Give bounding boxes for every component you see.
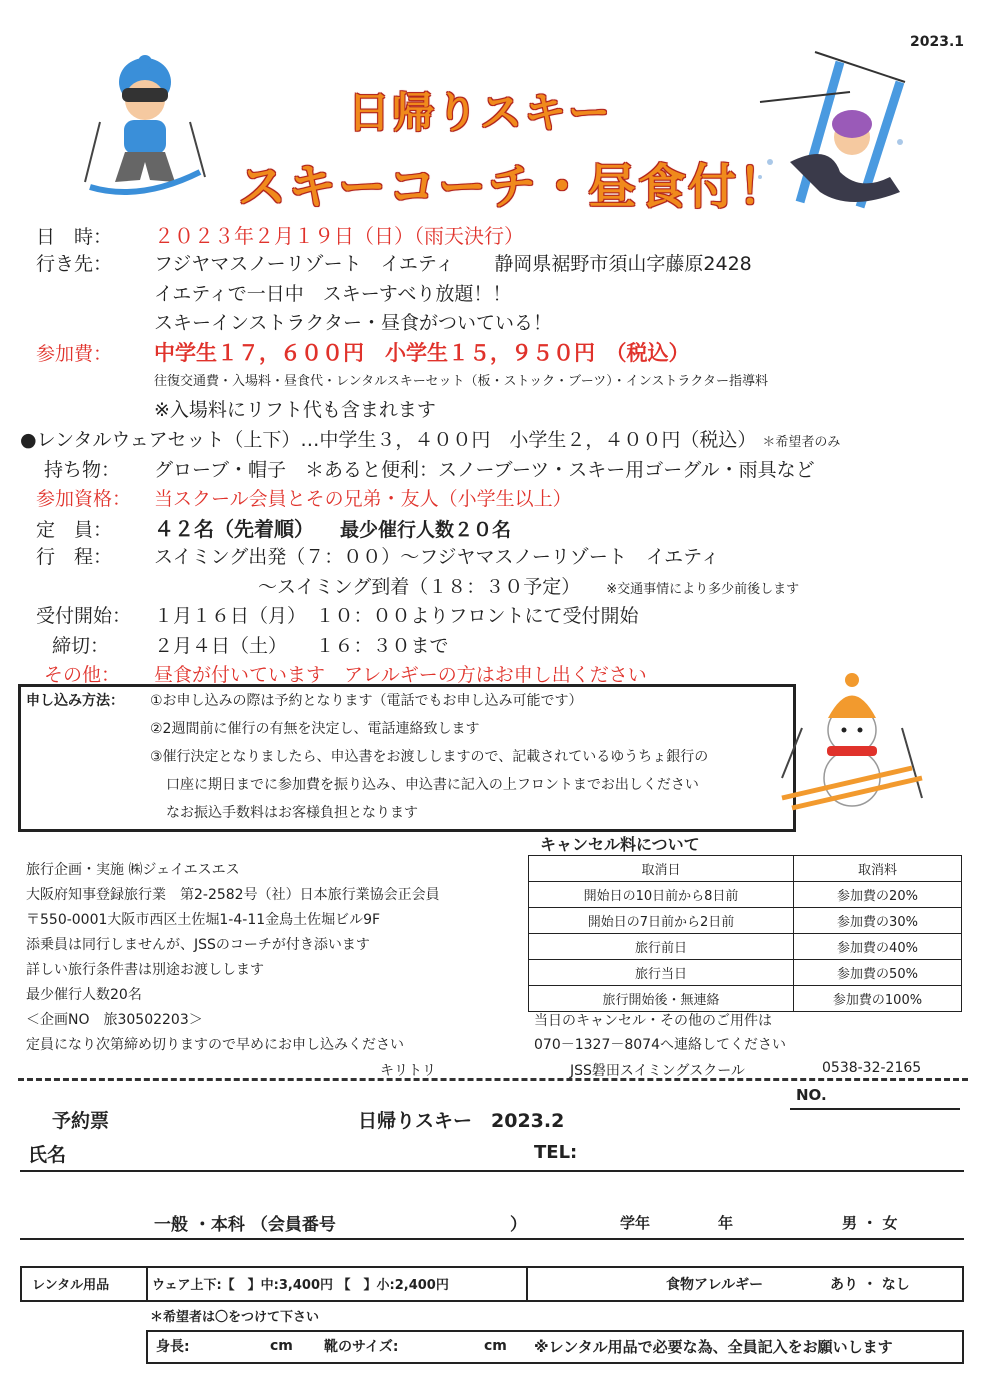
date-row	[36, 220, 524, 249]
other-value: 昼食が付いています アレルギーの方はお申し出ください	[154, 664, 647, 686]
cancel-table	[528, 855, 962, 1012]
cancel-title: キャンセル料について	[540, 835, 700, 854]
organizer-line: 添乗員は同行しませんが、JSSのコーチが付き添います	[26, 937, 370, 953]
deadline-label: 締切：	[52, 635, 110, 657]
items-row	[44, 455, 815, 482]
school-name: JSS磐田スイミングスクール	[570, 1063, 745, 1079]
fee-row	[36, 337, 690, 367]
capacity-label: 定 員：	[36, 519, 113, 541]
eligibility-label: 参加資格：	[36, 488, 132, 510]
eligibility-row	[36, 484, 572, 511]
cut-label: キリトリ	[380, 1063, 436, 1079]
shoe-label: 靴のサイズ:	[324, 1339, 399, 1355]
cm-unit: cm	[270, 1338, 293, 1354]
cancel-day: 開始日の10日前から8日前	[529, 882, 794, 908]
cancel-day: 旅行当日	[529, 960, 794, 986]
name-field-line	[20, 1170, 964, 1172]
table-row	[529, 882, 962, 908]
destination-address: 静岡県裾野市須山字藤原2428	[494, 253, 752, 275]
cm-unit: cm	[484, 1338, 507, 1354]
fee-note: ※入場料にリフト代も含まれます	[154, 399, 436, 421]
date-label: 日 時：	[36, 226, 113, 248]
school-phone: 0538-32-2165	[822, 1060, 922, 1076]
organizer-line: 定員になり次第締め切りますので早めにお申し込みください	[26, 1037, 404, 1053]
date-code: 2023.1	[910, 34, 965, 50]
height-label: 身長:	[156, 1339, 190, 1355]
cancel-head-day: 取消日	[529, 856, 794, 882]
schedule-line2-row	[258, 572, 799, 599]
table-row	[529, 908, 962, 934]
capacity-row	[36, 513, 511, 542]
circle-note: ＊希望者は〇をつけて下さい	[150, 1310, 320, 1325]
organizer-line: 大阪府知事登録旅行業 第2-2582号（社）日本旅行業協会正会員	[26, 887, 440, 903]
schedule-row	[36, 542, 720, 569]
destination-line2: イエティで一日中 スキーすべり放題！！	[154, 283, 512, 305]
application-line2: ②2週間前に催行の有無を決定し、電話連絡致します	[150, 721, 480, 737]
schedule-line2: ～スイミング到着（１８：３０予定）	[258, 576, 581, 598]
cancel-note2: 070－1327－8074へ連絡してください	[534, 1037, 786, 1053]
skier-boy-illustration	[80, 52, 210, 202]
cancel-fee: 参加費の30%	[794, 908, 962, 934]
application-label: 申し込み方法：	[26, 693, 124, 709]
capacity-value: ４２名（先着順）	[154, 517, 314, 541]
cancel-fee: 参加費の100%	[794, 986, 962, 1012]
schedule-label: 行 程：	[36, 546, 113, 568]
eligibility-value: 当スクール会員とその兄弟・友人（小学生以上）	[154, 488, 572, 510]
application-line1: ①お申し込みの際は予約となります（電話でもお申し込み可能です）	[150, 693, 583, 709]
snowman-illustration	[772, 668, 932, 818]
reception-row	[36, 601, 639, 628]
title-line1: 日帰りスキー	[348, 88, 613, 137]
cancel-day: 旅行前日	[529, 934, 794, 960]
wear-options: ウェア上下:【 】中:3,400円 【 】小:2,400円	[152, 1278, 449, 1293]
rental-main: ●レンタルウェアセット（上下）…中学生３，４００円 小学生２，４００円（税込）	[20, 429, 757, 451]
destination-line3: スキーインストラクター・昼食がついている！	[154, 312, 553, 334]
reception-value: １月１６日（月） １０：００よりフロントにて受付開始	[154, 605, 639, 627]
cancel-head-fee: 取消料	[794, 856, 962, 882]
year-label: 年	[718, 1214, 734, 1232]
name-label: 氏名	[28, 1144, 67, 1166]
rental-row	[20, 425, 840, 452]
cancel-fee: 参加費の20%	[794, 882, 962, 908]
application-line4: 口座に期日までに参加費を振り込み、申込書に記入の上フロントまでお出しください	[166, 777, 699, 793]
organizer-line: 詳しい旅行条件書は別途お渡しします	[26, 962, 264, 978]
fee-label: 参加費：	[36, 343, 113, 365]
schedule-note: ※交通事情により多少前後します	[606, 582, 800, 597]
allergy-choice: あり ・ なし	[830, 1277, 910, 1293]
items-label: 持ち物：	[44, 459, 121, 481]
destination-label: 行き先：	[36, 253, 113, 275]
schedule-line1: スイミング出発（７：００）～フジヤマスノーリゾート イエティ	[154, 546, 720, 568]
cancel-day: 旅行開始後・無連絡	[529, 986, 794, 1012]
organizer-info	[26, 858, 440, 1058]
table-row	[529, 960, 962, 986]
form-event: 日帰りスキー 2023.2	[358, 1110, 565, 1132]
table-row	[529, 986, 962, 1012]
destination-value: フジヤマスノーリゾート イエティ	[154, 253, 455, 275]
other-label: その他：	[44, 664, 121, 686]
organizer-line: 〒550-0001大阪市西区土佐堀1-4-11金鳥土佐堀ビル9F	[26, 912, 381, 928]
rental-note: ＊希望者のみ	[762, 435, 841, 450]
cancel-fee: 参加費の40%	[794, 934, 962, 960]
deadline-value: ２月４日（土） １６：３０まで	[154, 635, 449, 657]
cancel-fee: 参加費の50%	[794, 960, 962, 986]
organizer-line: 最少催行人数20名	[26, 987, 142, 1003]
reception-label: 受付開始：	[36, 605, 132, 627]
other-row	[44, 660, 647, 687]
form-title: 予約票	[52, 1110, 110, 1132]
cancel-note1: 当日のキャンセル・その他のご用件は	[534, 1013, 772, 1029]
tel-label: TEL:	[534, 1142, 578, 1163]
form-no-label: NO.	[796, 1086, 827, 1104]
title-line2: スキーコーチ・昼食付！	[238, 159, 789, 215]
member-text: 一般 ・本科 （会員番号	[154, 1215, 336, 1235]
rental-label: レンタル用品	[32, 1278, 110, 1293]
gender-choice: 男 ・ 女	[842, 1214, 898, 1232]
organizer-line: ＜企画NO 旅30502203＞	[26, 1012, 203, 1028]
required-note: ※レンタル用品で必要な為、全員記入をお願いします	[534, 1338, 893, 1356]
grade-label: 学年	[620, 1214, 651, 1232]
organizer-line: 旅行企画・実施 ㈱ジェイエスエス	[26, 862, 240, 878]
application-line3: ③催行決定となりましたら、申込書をお渡ししますので、記載されているゆうちょ銀行の	[150, 749, 709, 765]
capacity-min: 最少催行人数２０名	[340, 519, 512, 541]
deadline-row	[52, 631, 449, 658]
cancel-day: 開始日の7日前から2日前	[529, 908, 794, 934]
fee-value: 中学生１７，６００円 小学生１５，９５０円 （税込）	[154, 341, 690, 365]
no-field-line	[790, 1108, 960, 1110]
destination-row	[36, 249, 752, 276]
table-row	[529, 934, 962, 960]
allergy-label: 食物アレルギー	[666, 1277, 764, 1293]
member-close: ）	[510, 1215, 527, 1235]
items-value: グローブ・帽子 ＊あると便利：スノーブーツ・スキー用ゴーグル・雨具など	[154, 459, 815, 481]
application-line5: なお振込手数料はお客様負担となります	[166, 805, 418, 821]
rental-divider	[146, 1266, 148, 1300]
fee-detail: 往復交通費・入場料・昼食代・レンタルスキーセット（板・ストック・ブーツ）・インストラクター指導料	[154, 374, 769, 389]
member-field-line	[20, 1238, 964, 1240]
rental-divider	[526, 1266, 528, 1300]
cut-line	[18, 1078, 968, 1081]
date-value: ２０２３年２月１９日（日）（雨天決行）	[154, 224, 524, 248]
